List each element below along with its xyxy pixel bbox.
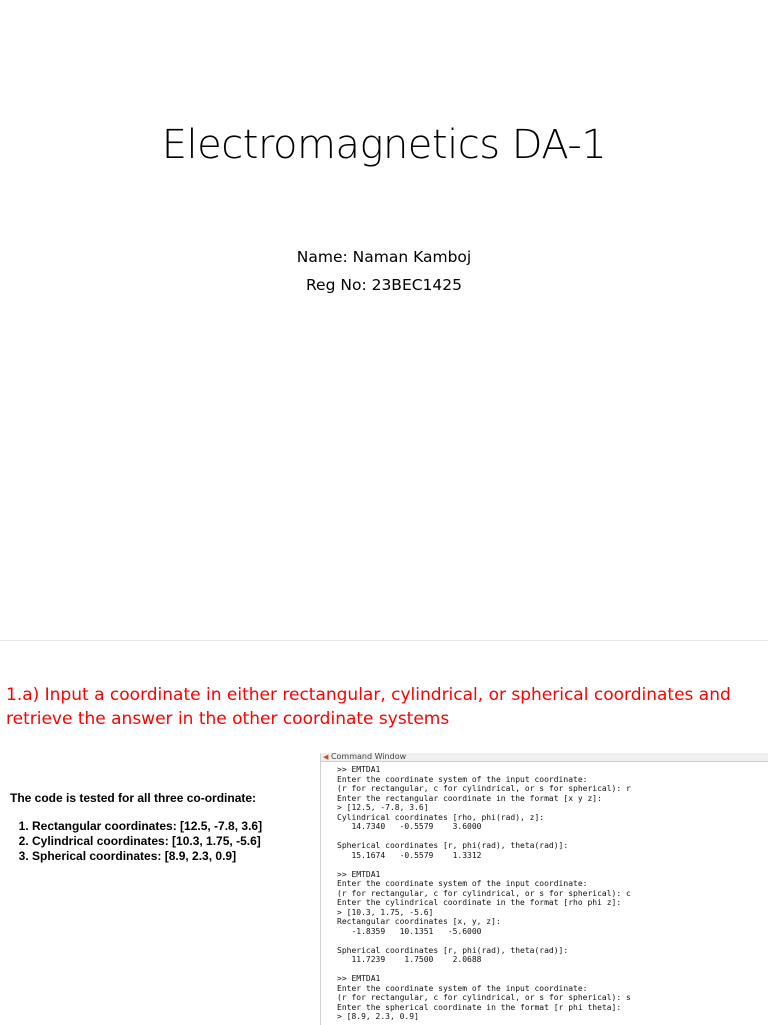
command-output-line: Cylindrical coordinates [rho, phi(rad), z]: (337, 812, 545, 822)
command-window-titlebar (321, 753, 768, 762)
test-case-item: 3. Spherical coordinates: [8.9, 2.3, 0.9] (32, 849, 306, 864)
question-slide (0, 640, 768, 1025)
command-output-line: Spherical coordinates [r, phi(rad), theta(rad)]: (337, 945, 569, 955)
command-output-line: Enter the spherical coordinate in the format [r phi theta]: (337, 1002, 622, 1012)
command-window[interactable] (320, 753, 768, 1025)
test-cases-block (10, 791, 306, 864)
command-output-line: Enter the coordinate system of the input coordinate: (337, 774, 588, 784)
slide-title: Electromagnetics DA-1 (161, 122, 607, 168)
test-case-item: 1. Rectangular coordinates: [12.5, -7.8, 3.6] (32, 819, 306, 834)
author-name: Name: Naman Kamboj (296, 248, 472, 266)
command-output-line: Enter the rectangular coordinate in the format [x y z]: (337, 793, 602, 803)
command-output-line: Enter the coordinate system of the input coordinate: (337, 983, 588, 993)
command-output-line: (r for rectangular, c for cylindrical, or s for spherical): r (337, 784, 631, 793)
command-output-line: > [8.9, 2.3, 0.9] (337, 1012, 419, 1021)
command-output-line: 15.1674 -0.5579 1.3312 (337, 850, 482, 860)
command-output-line: Enter the coordinate system of the input coordinate: (337, 879, 588, 888)
command-output-line (337, 965, 768, 975)
command-output-line: Rectangular coordinates [x, y, z]: (337, 917, 501, 926)
command-output-line: (r for rectangular, c for cylindrical, or s for spherical): c (337, 888, 631, 898)
command-output-line: > [12.5, -7.8, 3.6] (337, 803, 429, 812)
command-output-line: > [10.3, 1.75, -5.6] (337, 907, 434, 917)
matlab-icon: ◀ (323, 753, 329, 761)
command-output-line: 11.7239 1.7500 2.0688 (337, 955, 482, 964)
command-window-title: Command Window (330, 753, 407, 761)
registration-number: Reg No: 23BEC1425 (305, 276, 463, 294)
command-output-line: 14.7340 -0.5579 3.6000 (337, 822, 482, 831)
test-case-item: 2. Cylindrical coordinates: [10.3, 1.75, -5.6] (32, 834, 306, 849)
command-output-line: (r for rectangular, c for cylindrical, or s for spherical): s (337, 993, 631, 1002)
command-output-line (337, 832, 768, 842)
question-heading: 1.a) Input a coordinate in either rectangular, cylindrical, or spherical coordinates and retrieve the answer in the other coordinate systems (6, 685, 731, 729)
test-cases-intro: The code is tested for all three co-ordinate: (10, 791, 257, 805)
command-window-output[interactable] (321, 762, 768, 1022)
test-cases-list (10, 819, 306, 864)
command-output-line: >> EMTDA1 (337, 869, 381, 879)
command-output-line: >> EMTDA1 (337, 765, 381, 774)
command-output-line: -1.8359 10.1351 -5.6000 (337, 926, 482, 936)
command-output-line: Spherical coordinates [r, phi(rad), theta(rad)]: (337, 841, 569, 850)
command-output-line: >> EMTDA1 (337, 974, 381, 983)
command-output-line (337, 936, 768, 946)
command-output-line (337, 860, 768, 870)
command-output-line: Enter the cylindrical coordinate in the format [rho phi z]: (337, 898, 622, 907)
